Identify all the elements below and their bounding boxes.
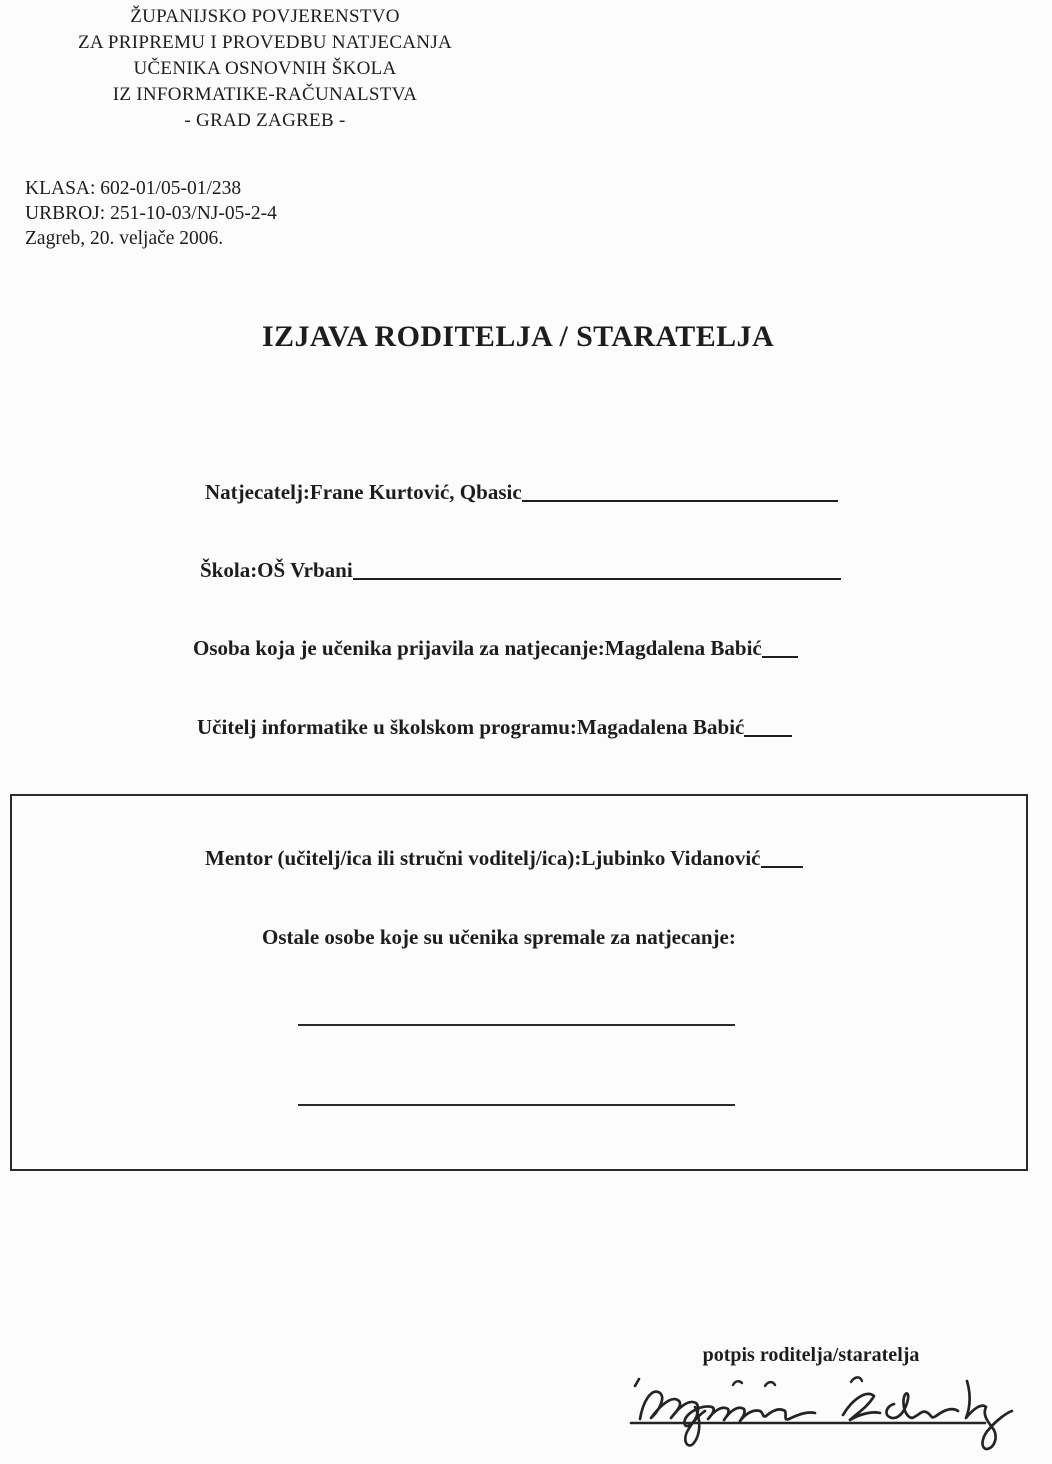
urbroj-line: URBROJ: 251-10-03/NJ-05-2-4 [25, 203, 277, 224]
field-mentor [205, 845, 803, 871]
klasa-line: KLASA: 602-01/05-01/238 [25, 178, 242, 199]
field-skola-text: Škola:OŠ Vrbani [200, 558, 353, 582]
field-ucitelj [197, 714, 792, 740]
blank-line-2 [298, 1104, 735, 1106]
header-line-4: IZ INFORMATIKE-RAČUNALSTVA [112, 84, 418, 105]
mentor-blank-underline [761, 866, 803, 868]
skola-blank-underline [353, 578, 841, 580]
blank-line-1 [298, 1024, 735, 1026]
ucitelj-blank-underline [744, 735, 792, 737]
header-line-3: UČENIKA OSNOVNIH ŠKOLA [133, 58, 397, 79]
field-ostale [262, 924, 736, 950]
field-osoba [193, 635, 798, 661]
signature-label: potpis roditelja/staratelja [702, 1344, 920, 1366]
field-skola [200, 557, 841, 583]
document-meta [25, 176, 277, 251]
place-date-line: Zagreb, 20. veljače 2006. [25, 228, 224, 249]
committee-header [30, 4, 500, 134]
field-osoba-text: Osoba koja je učenika prijavila za natjecanje:Magdalena Babić [193, 636, 762, 660]
field-natjecatelj [205, 479, 838, 505]
header-line-5: - GRAD ZAGREB - [184, 110, 346, 131]
document-title: IZJAVA RODITELJA / STARATELJA [261, 320, 775, 353]
osoba-blank-underline [762, 656, 798, 658]
field-natjecatelj-text: Natjecatelj:Frane Kurtović, Qbasic [205, 480, 522, 504]
field-ostale-text: Ostale osobe koje su učenika spremale za natjecanje: [262, 925, 736, 949]
field-mentor-text: Mentor (učitelj/ica ili stručni voditelj/ica):Ljubinko Vidanović [205, 846, 761, 870]
header-line-1: ŽUPANIJSKO POVJERENSTVO [130, 6, 400, 27]
handwritten-signature [615, 1363, 1025, 1459]
header-line-2: ZA PRIPREMU I PROVEDBU NATJECANJA [77, 32, 453, 53]
natjecatelj-blank-underline [522, 500, 838, 502]
field-ucitelj-text: Učitelj informatike u školskom programu:Magadalena Babić [197, 715, 745, 739]
